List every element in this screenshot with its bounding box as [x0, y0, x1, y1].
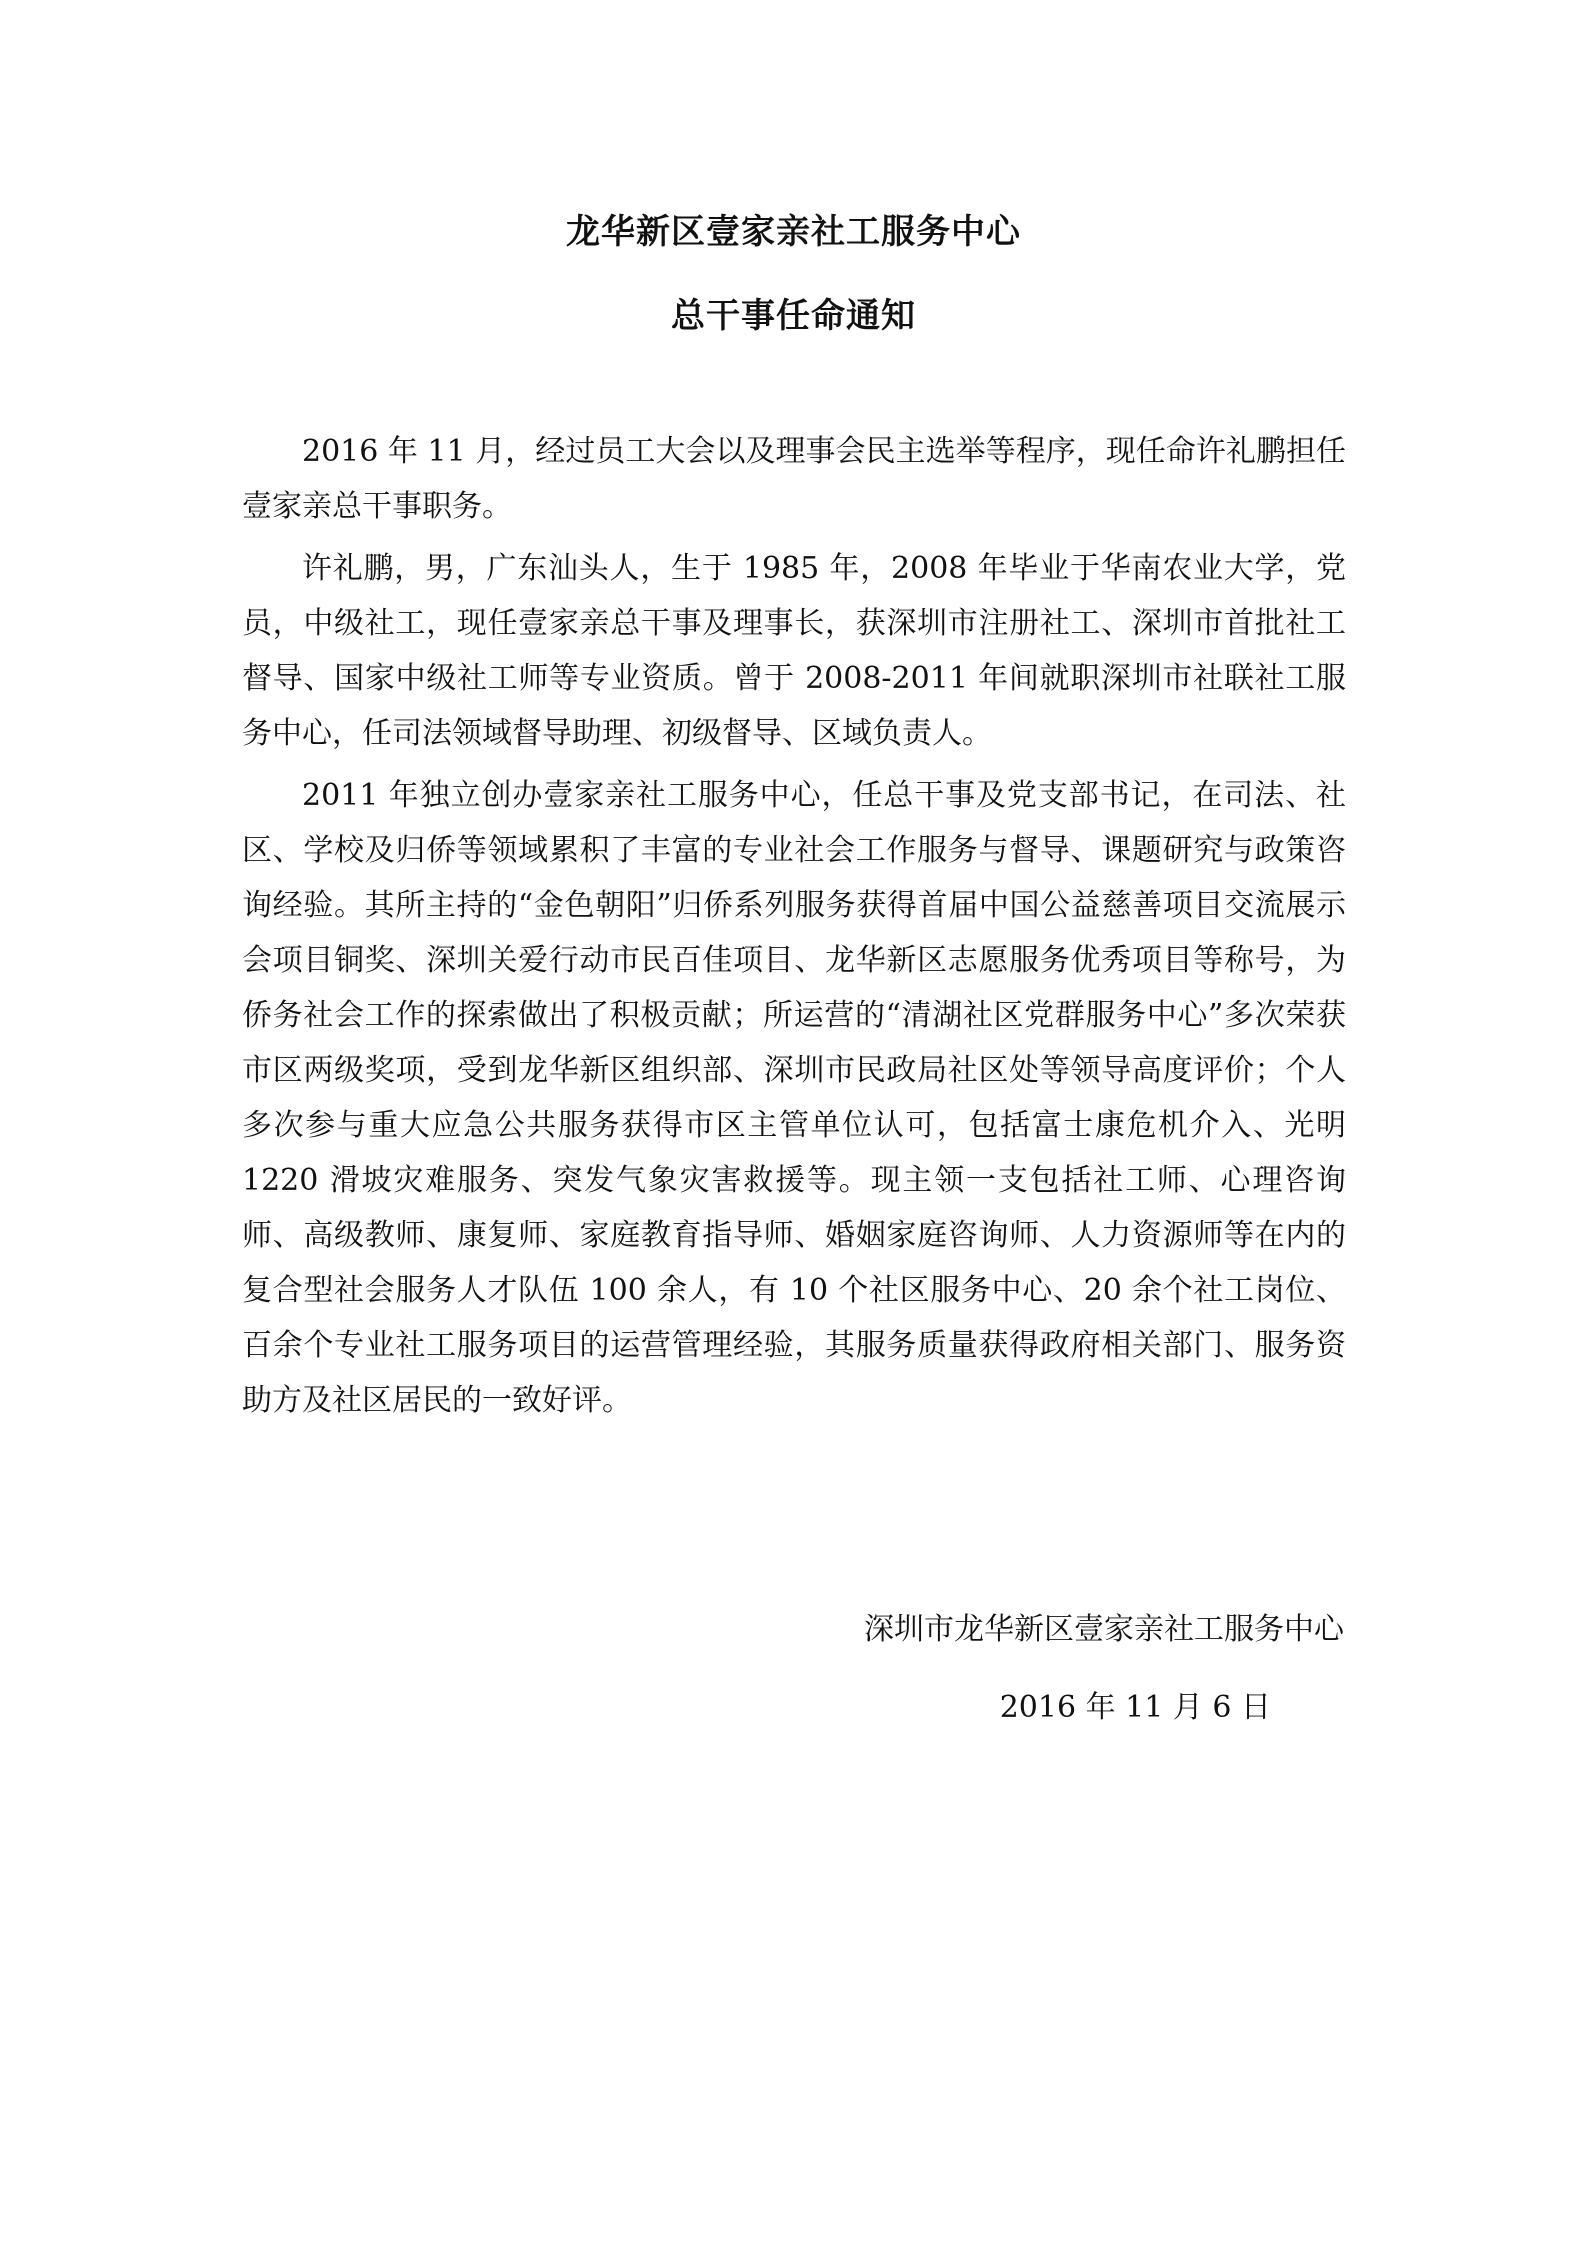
document-body	[242, 424, 1346, 1435]
paragraph-biography: 许礼鹏，男，广东汕头人，生于 1985 年，2008 年毕业于华南农业大学，党员，中级社工，现任壹家亲总干事及理事长，获深圳市注册社工、深圳市首批社工督导、国家中级社工师等专业资质。曾于 2008-2011 年间就职深圳市社联社工服务中心，任司法领域督导助理、初级督导、区域负责人。	[242, 551, 1346, 751]
issuer-signature: 深圳市龙华新区壹家亲社工服务中心	[864, 1612, 1344, 1647]
paragraph-achievements: 2011 年独立创办壹家亲社工服务中心，任总干事及党支部书记，在司法、社区、学校及归侨等领域累积了丰富的专业社会工作服务与督导、课题研究与政策咨询经验。其所主持的“金色朝阳”归侨系列服务获得首届中国公益慈善项目交流展示会项目铜奖、深圳关爱行动市民百佳项目、龙华新区志愿服务优秀项目等称号，为侨务社会工作的探索做出了积极贡献；所运营的“清湖社区党群服务中心”多次荣获市区两级奖项，受到龙华新区组织部、深圳市民政局社区处等领导高度评价；个人多次参与重大应急公共服务获得市区主管单位认可，包括富士康危机介入、光明 1220 滑坡灾难服务、突发气象灾害救援等。现主领一支包括社工师、心理咨询师、高级教师、康复师、家庭教育指导师、婚姻家庭咨询师、人力资源师等在内的复合型社会服务人才队伍 100 余人，有 10 个社区服务中心、20 余个社工岗位、百余个专业社工服务项目的运营管理经验，其服务质量获得政府相关部门、服务资助方及社区居民的一致好评。	[242, 778, 1346, 1418]
paragraph-appointment: 2016 年 11 月，经过员工大会以及理事会民主选举等程序，现任命许礼鹏担任壹家亲总干事职务。	[242, 434, 1346, 524]
issue-date: 2016 年 11 月 6 日	[999, 1690, 1271, 1725]
document-subtitle: 总干事任命通知	[671, 296, 916, 336]
document-title: 龙华新区壹家亲社工服务中心	[566, 212, 1021, 252]
